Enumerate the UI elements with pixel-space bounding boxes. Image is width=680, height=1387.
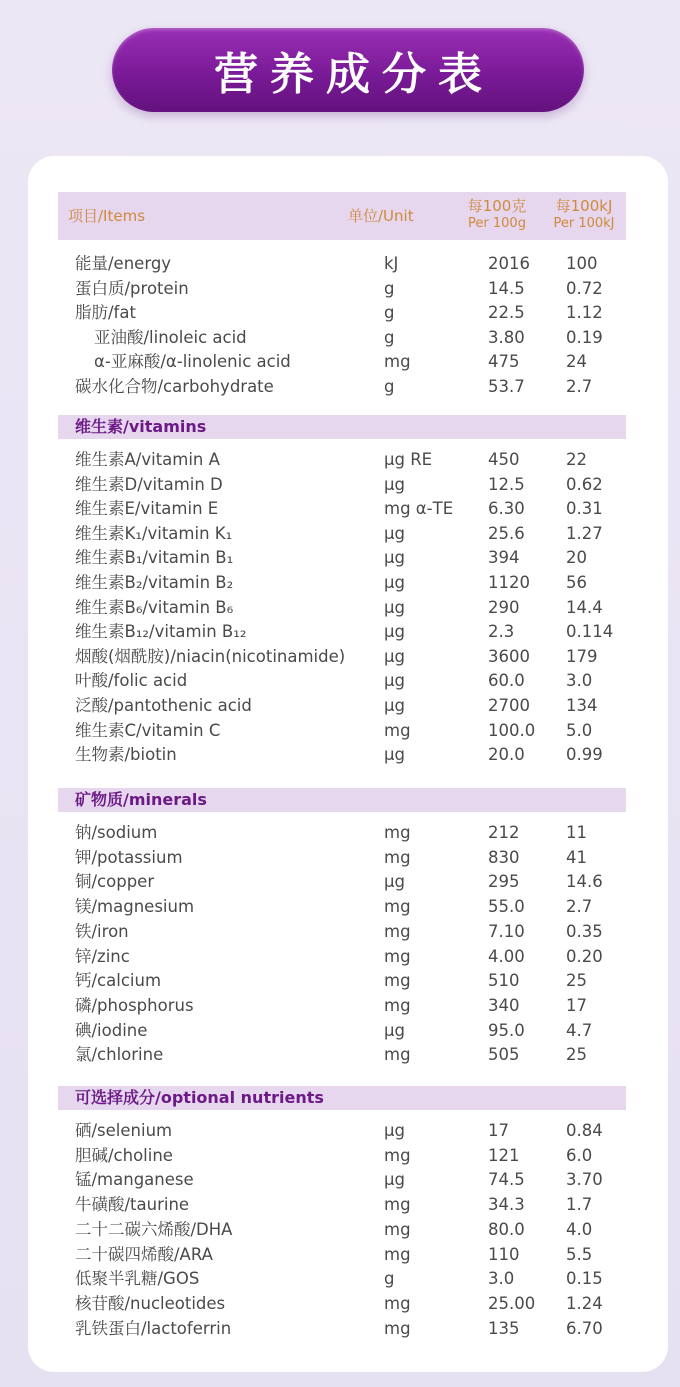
value-per-100g: 4.00 <box>488 946 525 966</box>
nutrient-unit: μg <box>384 872 405 892</box>
header-per100g-en: Per 100g <box>468 216 526 231</box>
nutrient-unit: μg <box>384 646 405 666</box>
value-per-100kj: 100 <box>566 254 598 273</box>
value-per-100kj: 4.0 <box>566 1219 593 1239</box>
value-per-100kj: 1.7 <box>566 1195 593 1215</box>
value-per-100g: 3.0 <box>488 1269 515 1289</box>
section-optional <box>58 1086 626 1110</box>
value-per-100g: 34.3 <box>488 1195 525 1215</box>
nutrient-name: 烟酸(烟酰胺)/niacin(nicotinamide) <box>75 646 346 666</box>
value-per-100g: 55.0 <box>488 897 525 917</box>
value-per-100g: 3600 <box>488 646 530 666</box>
section-minerals-title: 矿物质/minerals <box>75 790 207 809</box>
nutrient-name: 牛磺酸/taurine <box>75 1195 190 1215</box>
nutrient-unit: mg <box>384 1195 411 1215</box>
table-row <box>28 693 668 718</box>
table-row <box>28 993 668 1018</box>
header-per100g <box>460 198 534 232</box>
value-per-100g: 60.0 <box>488 671 525 691</box>
table-row <box>28 1118 668 1143</box>
value-per-100kj: 2.7 <box>566 897 593 917</box>
nutrient-unit: g <box>384 327 395 347</box>
nutrient-name: 碳水化合物/carbohydrate <box>75 377 274 396</box>
nutrient-unit: mg <box>384 1318 411 1338</box>
value-per-100g: 7.10 <box>488 921 525 941</box>
page-title: 营养成分表 <box>214 49 494 100</box>
value-per-100g: 80.0 <box>488 1219 525 1239</box>
nutrient-unit: μg <box>384 474 405 494</box>
value-per-100kj: 14.4 <box>566 597 603 617</box>
value-per-100g: 3.80 <box>488 327 525 347</box>
nutrient-unit: kJ <box>384 254 399 273</box>
nutrient-unit: μg <box>384 1121 405 1140</box>
nutrient-unit: mg <box>384 1244 411 1264</box>
value-per-100g: 121 <box>488 1145 520 1165</box>
nutrient-name: 锌/zinc <box>75 946 130 966</box>
value-per-100kj: 0.31 <box>566 499 603 519</box>
table-row <box>28 1242 668 1267</box>
nutrient-name: 蛋白质/protein <box>75 278 189 298</box>
header-per100kj-en: Per 100kJ <box>553 216 615 231</box>
nutrient-name: 钠/sodium <box>75 823 158 842</box>
nutrient-unit: mg <box>384 847 411 867</box>
nutrition-table-card <box>28 156 668 1372</box>
table-row <box>28 644 668 669</box>
nutrient-name: 维生素D/vitamin D <box>75 474 223 494</box>
nutrient-unit: μg <box>384 696 405 715</box>
value-per-100kj: 0.84 <box>566 1121 603 1140</box>
value-per-100kj: 17 <box>566 995 587 1015</box>
value-per-100kj: 22 <box>566 450 587 469</box>
value-per-100kj: 0.15 <box>566 1269 603 1289</box>
section-optional-title: 可选择成分/optional nutrients <box>75 1088 324 1107</box>
table-row <box>28 276 668 301</box>
value-per-100g: 6.30 <box>488 499 525 519</box>
nutrient-unit: mg α-TE <box>384 499 454 519</box>
table-row <box>28 447 668 472</box>
table-row <box>28 595 668 620</box>
nutrient-unit: μg <box>384 622 405 642</box>
nutrient-unit: μg <box>384 523 405 543</box>
value-per-100g: 12.5 <box>488 474 525 494</box>
nutrient-unit: g <box>384 278 395 298</box>
table-row <box>28 1192 668 1217</box>
nutrient-name: 维生素E/vitamin E <box>75 499 219 519</box>
nutrient-name: 维生素B₆/vitamin B₆ <box>75 597 234 617</box>
nutrient-unit: mg <box>384 1293 411 1313</box>
table-row <box>28 894 668 919</box>
table-row <box>28 545 668 570</box>
value-per-100g: 340 <box>488 995 520 1015</box>
table-row <box>28 1042 668 1067</box>
nutrient-name: 乳铁蛋白/lactoferrin <box>75 1318 232 1338</box>
table-row <box>28 374 668 399</box>
nutrient-unit: μg <box>384 597 405 617</box>
nutrient-name: 维生素C/vitamin C <box>75 720 221 740</box>
nutrient-name: 维生素K₁/vitamin K₁ <box>75 523 233 543</box>
value-per-100kj: 0.72 <box>566 278 603 298</box>
nutrient-name: 铜/copper <box>75 872 155 892</box>
value-per-100g: 505 <box>488 1045 520 1065</box>
table-row <box>28 1316 668 1341</box>
nutrient-unit: μg <box>384 548 405 568</box>
value-per-100kj: 0.62 <box>566 474 603 494</box>
value-per-100kj: 1.24 <box>566 1293 603 1313</box>
value-per-100g: 394 <box>488 548 520 568</box>
nutrient-name: 叶酸/folic acid <box>75 671 188 691</box>
nutrient-unit: mg <box>384 352 411 372</box>
nutrient-unit: μg <box>384 1020 405 1040</box>
nutrient-unit: mg <box>384 1219 411 1239</box>
nutrient-name: 维生素B₂/vitamin B₂ <box>75 573 234 592</box>
value-per-100kj: 1.27 <box>566 523 603 543</box>
table-row <box>28 1167 668 1192</box>
nutrient-unit: mg <box>384 897 411 917</box>
nutrient-name: 铁/iron <box>75 921 129 941</box>
nutrient-unit: mg <box>384 995 411 1015</box>
value-per-100g: 22.5 <box>488 303 525 323</box>
nutrient-name: 亚油酸/linoleic acid <box>94 327 247 347</box>
nutrient-name: 维生素B₁/vitamin B₁ <box>75 548 234 568</box>
nutrient-name: 碘/iodine <box>75 1020 148 1040</box>
nutrient-unit: μg <box>384 1170 405 1190</box>
value-per-100kj: 5.5 <box>566 1244 593 1264</box>
nutrient-unit: mg <box>384 946 411 966</box>
value-per-100g: 20.0 <box>488 745 525 765</box>
nutrient-unit: g <box>384 1269 395 1289</box>
header-per100kj-cn: 每100kJ <box>555 197 613 215</box>
value-per-100g: 135 <box>488 1318 520 1338</box>
value-per-100kj: 0.99 <box>566 745 603 765</box>
table-row <box>28 325 668 350</box>
header-per100g-cn: 每100克 <box>467 197 527 215</box>
nutrient-unit: mg <box>384 1145 411 1165</box>
table-header <box>58 192 626 240</box>
nutrient-unit: mg <box>384 1045 411 1065</box>
section-vitamins <box>58 415 626 439</box>
value-per-100kj: 0.19 <box>566 327 603 347</box>
nutrient-name: 低聚半乳糖/GOS <box>75 1269 200 1289</box>
table-row <box>28 349 668 374</box>
value-per-100g: 1120 <box>488 573 530 592</box>
table-row <box>28 570 668 595</box>
table-row <box>28 1143 668 1168</box>
value-per-100g: 2700 <box>488 696 530 715</box>
title-banner <box>112 28 584 112</box>
table-row <box>28 496 668 521</box>
nutrient-name: 二十碳四烯酸/ARA <box>75 1244 213 1264</box>
value-per-100kj: 2.7 <box>566 377 593 396</box>
value-per-100kj: 25 <box>566 1045 587 1065</box>
value-per-100g: 110 <box>488 1244 520 1264</box>
value-per-100kj: 20 <box>566 548 587 568</box>
value-per-100kj: 3.70 <box>566 1170 603 1190</box>
nutrient-name: 镁/magnesium <box>75 897 195 917</box>
value-per-100g: 25.6 <box>488 523 525 543</box>
value-per-100g: 212 <box>488 823 520 842</box>
nutrient-unit: mg <box>384 921 411 941</box>
nutrient-name: 磷/phosphorus <box>75 995 194 1015</box>
nutrient-name: 二十二碳六烯酸/DHA <box>75 1219 233 1239</box>
nutrient-unit: μg <box>384 671 405 691</box>
nutrient-unit: μg RE <box>384 450 433 469</box>
nutrient-unit: μg <box>384 573 405 592</box>
value-per-100g: 830 <box>488 847 520 867</box>
header-unit: 单位/Unit <box>348 207 414 225</box>
value-per-100g: 17 <box>488 1121 509 1140</box>
table-row <box>28 1217 668 1242</box>
table-row <box>28 968 668 993</box>
nutrient-name: 钾/potassium <box>75 847 183 867</box>
nutrient-name: 生物素/biotin <box>75 745 177 765</box>
nutrient-name: 泛酸/pantothenic acid <box>75 696 252 715</box>
value-per-100kj: 3.0 <box>566 671 593 691</box>
value-per-100g: 2016 <box>488 254 530 273</box>
table-row <box>28 619 668 644</box>
nutrient-unit: μg <box>384 745 405 765</box>
nutrient-name: 氯/chlorine <box>75 1045 164 1065</box>
value-per-100kj: 56 <box>566 573 587 592</box>
section-minerals <box>58 788 626 812</box>
value-per-100kj: 14.6 <box>566 872 603 892</box>
value-per-100g: 2.3 <box>488 622 515 642</box>
nutrient-name: 维生素A/vitamin A <box>75 450 220 469</box>
nutrient-name: 脂肪/fat <box>75 303 136 323</box>
section-vitamins-title: 维生素/vitamins <box>75 417 207 436</box>
value-per-100g: 53.7 <box>488 377 525 396</box>
table-row <box>28 668 668 693</box>
nutrient-unit: mg <box>384 823 411 842</box>
value-per-100kj: 0.35 <box>566 921 603 941</box>
table-row <box>28 300 668 325</box>
nutrient-name: α-亚麻酸/α-linolenic acid <box>94 352 291 372</box>
table-row <box>28 820 668 845</box>
value-per-100kj: 25 <box>566 971 587 991</box>
nutrient-name: 维生素B₁₂/vitamin B₁₂ <box>75 622 247 642</box>
table-row <box>28 521 668 546</box>
value-per-100g: 14.5 <box>488 278 525 298</box>
value-per-100kj: 4.7 <box>566 1020 593 1040</box>
nutrient-unit: g <box>384 303 395 323</box>
table-row <box>28 1266 668 1291</box>
table-row <box>28 1018 668 1043</box>
value-per-100g: 95.0 <box>488 1020 525 1040</box>
value-per-100kj: 1.12 <box>566 303 603 323</box>
value-per-100g: 25.00 <box>488 1293 536 1313</box>
value-per-100kj: 0.114 <box>566 622 614 642</box>
value-per-100g: 74.5 <box>488 1170 525 1190</box>
header-per100kj <box>548 198 620 232</box>
value-per-100kj: 11 <box>566 823 587 842</box>
value-per-100g: 450 <box>488 450 520 469</box>
table-row <box>28 251 668 276</box>
header-items: 项目/Items <box>68 207 146 225</box>
nutrient-name: 硒/selenium <box>75 1121 173 1140</box>
table-row <box>28 944 668 969</box>
nutrient-unit: g <box>384 377 395 396</box>
value-per-100kj: 24 <box>566 352 587 372</box>
value-per-100kj: 179 <box>566 646 598 666</box>
table-row <box>28 742 668 767</box>
nutrient-name: 能量/energy <box>75 254 172 273</box>
value-per-100kj: 5.0 <box>566 720 593 740</box>
table-row <box>28 472 668 497</box>
table-row <box>28 718 668 743</box>
value-per-100g: 100.0 <box>488 720 536 740</box>
nutrient-name: 胆碱/choline <box>75 1145 173 1165</box>
value-per-100g: 295 <box>488 872 520 892</box>
value-per-100kj: 6.0 <box>566 1145 593 1165</box>
value-per-100g: 475 <box>488 352 520 372</box>
table-row <box>28 1291 668 1316</box>
nutrient-unit: mg <box>384 971 411 991</box>
table-row <box>28 845 668 870</box>
value-per-100kj: 41 <box>566 847 587 867</box>
value-per-100kj: 6.70 <box>566 1318 603 1338</box>
value-per-100g: 510 <box>488 971 520 991</box>
nutrient-unit: mg <box>384 720 411 740</box>
nutrient-name: 核苷酸/nucleotides <box>75 1293 226 1313</box>
table-row <box>28 919 668 944</box>
nutrient-name: 锰/manganese <box>75 1170 194 1190</box>
value-per-100g: 290 <box>488 597 520 617</box>
table-row <box>28 869 668 894</box>
nutrient-name: 钙/calcium <box>75 971 162 991</box>
value-per-100kj: 0.20 <box>566 946 603 966</box>
value-per-100kj: 134 <box>566 696 598 715</box>
